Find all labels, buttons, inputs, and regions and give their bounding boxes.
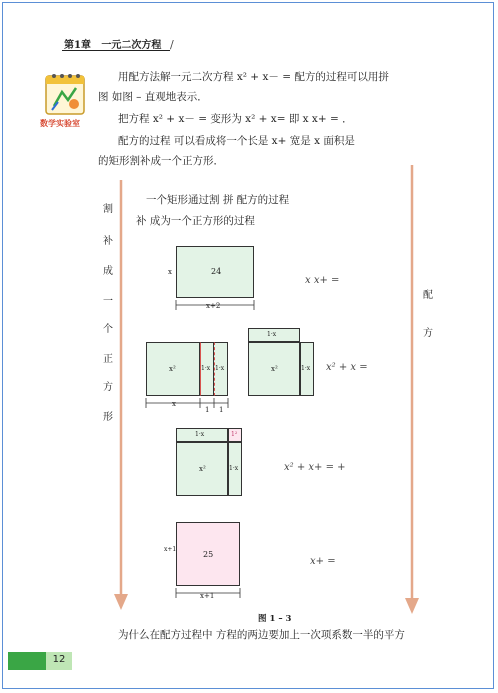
step4-square [176, 522, 240, 586]
chapter-title: 一元二次方程 [101, 40, 162, 51]
figure-intro-line-1: 一个矩形通过割 拼 配方的过程 [146, 194, 290, 206]
math-lab-label: 数学实验室 [40, 118, 80, 128]
step2-strip-a-label: 1·x [201, 365, 211, 372]
left-vertical-1: 割 [103, 204, 113, 215]
left-vertical-8: 形 [103, 412, 113, 423]
step1-height-label: x [168, 268, 172, 276]
step2-square-2-label: x² [271, 365, 278, 373]
step2-side-strip-label: 1·x [301, 365, 311, 372]
figure-caption: 图 1 – 3 [258, 614, 292, 624]
step3-top-strip [176, 428, 228, 442]
step2-square-2 [248, 342, 300, 396]
step4-height-label: x+1 [164, 546, 177, 553]
step3-side-strip-label: 1·x [229, 465, 239, 472]
paragraph-3-line-1: 配方的过程 可以看成将一个长是 x+ 宽是 x 面积是 [118, 135, 355, 147]
left-arrow-head [114, 594, 128, 610]
step2-dim-1b: 1 [219, 406, 224, 414]
left-vertical-2: 补 [103, 236, 113, 247]
paragraph-1-line-1: 用配方法解一元二次方程 x² + x－ = 配方的过程可以用拼 [118, 71, 389, 83]
step2-square-label: x² [169, 365, 176, 373]
left-vertical-7: 方 [103, 382, 113, 393]
footer-green-bar [8, 652, 46, 670]
paragraph-1-line-2: 图 如图 – 直观地表示． [98, 91, 208, 103]
step2-dim-x: x [172, 400, 176, 408]
paragraph-3-line-2: 的矩形割补成一个正方形． [98, 155, 224, 167]
step3-equation: x² + x+ = + [284, 462, 346, 473]
step4-area: 25 [203, 550, 214, 559]
step2-top-strip [248, 328, 300, 342]
step2-top-strip-label: 1·x [267, 331, 277, 338]
paragraph-2: 把方程 x² + x－ = 变形为 x² + x= 即 x x+ = ． [118, 113, 353, 125]
step3-square [176, 442, 228, 496]
step2-strip-b [214, 342, 228, 396]
header-slash: / [170, 38, 174, 51]
step1-rectangle [176, 246, 254, 298]
chapter-number: 第1章 [64, 40, 91, 51]
step1-area: 24 [211, 267, 222, 276]
step3-top-strip-label: 1·x [195, 431, 205, 438]
figure-intro-line-2: 补 成为一个正方形的过程 [136, 215, 255, 227]
step1-equation: x x+ = [305, 275, 340, 286]
step2-side-strip [300, 342, 314, 396]
page-number: 12 [52, 654, 66, 665]
step2-strip-b-label: 1·x [215, 365, 225, 372]
step2-square [146, 342, 200, 396]
step2-dim-1a: 1 [205, 406, 210, 414]
step2-strip-a [200, 342, 214, 396]
left-vertical-3: 成 [103, 266, 113, 277]
step3-corner-label: 1² [231, 431, 238, 438]
step3-side-strip [228, 442, 242, 496]
right-vertical-1: 配 [423, 290, 433, 301]
step3-corner [228, 428, 242, 442]
step4-equation: x+ = [310, 556, 336, 567]
step1-width-label: x+2 [206, 302, 221, 310]
right-arrow-head [405, 598, 419, 614]
step3-square-label: x² [199, 465, 206, 473]
left-vertical-6: 正 [103, 354, 113, 365]
left-vertical-5: 个 [103, 324, 113, 335]
right-vertical-2: 方 [423, 328, 433, 339]
bottom-question: 为什么在配方过程中 方程的两边要加上一次项系数一半的平方 [118, 629, 405, 641]
step4-width-label: x+1 [200, 592, 215, 600]
step2-equation: x² + x = [326, 362, 368, 373]
left-vertical-4: 一 [103, 296, 113, 307]
